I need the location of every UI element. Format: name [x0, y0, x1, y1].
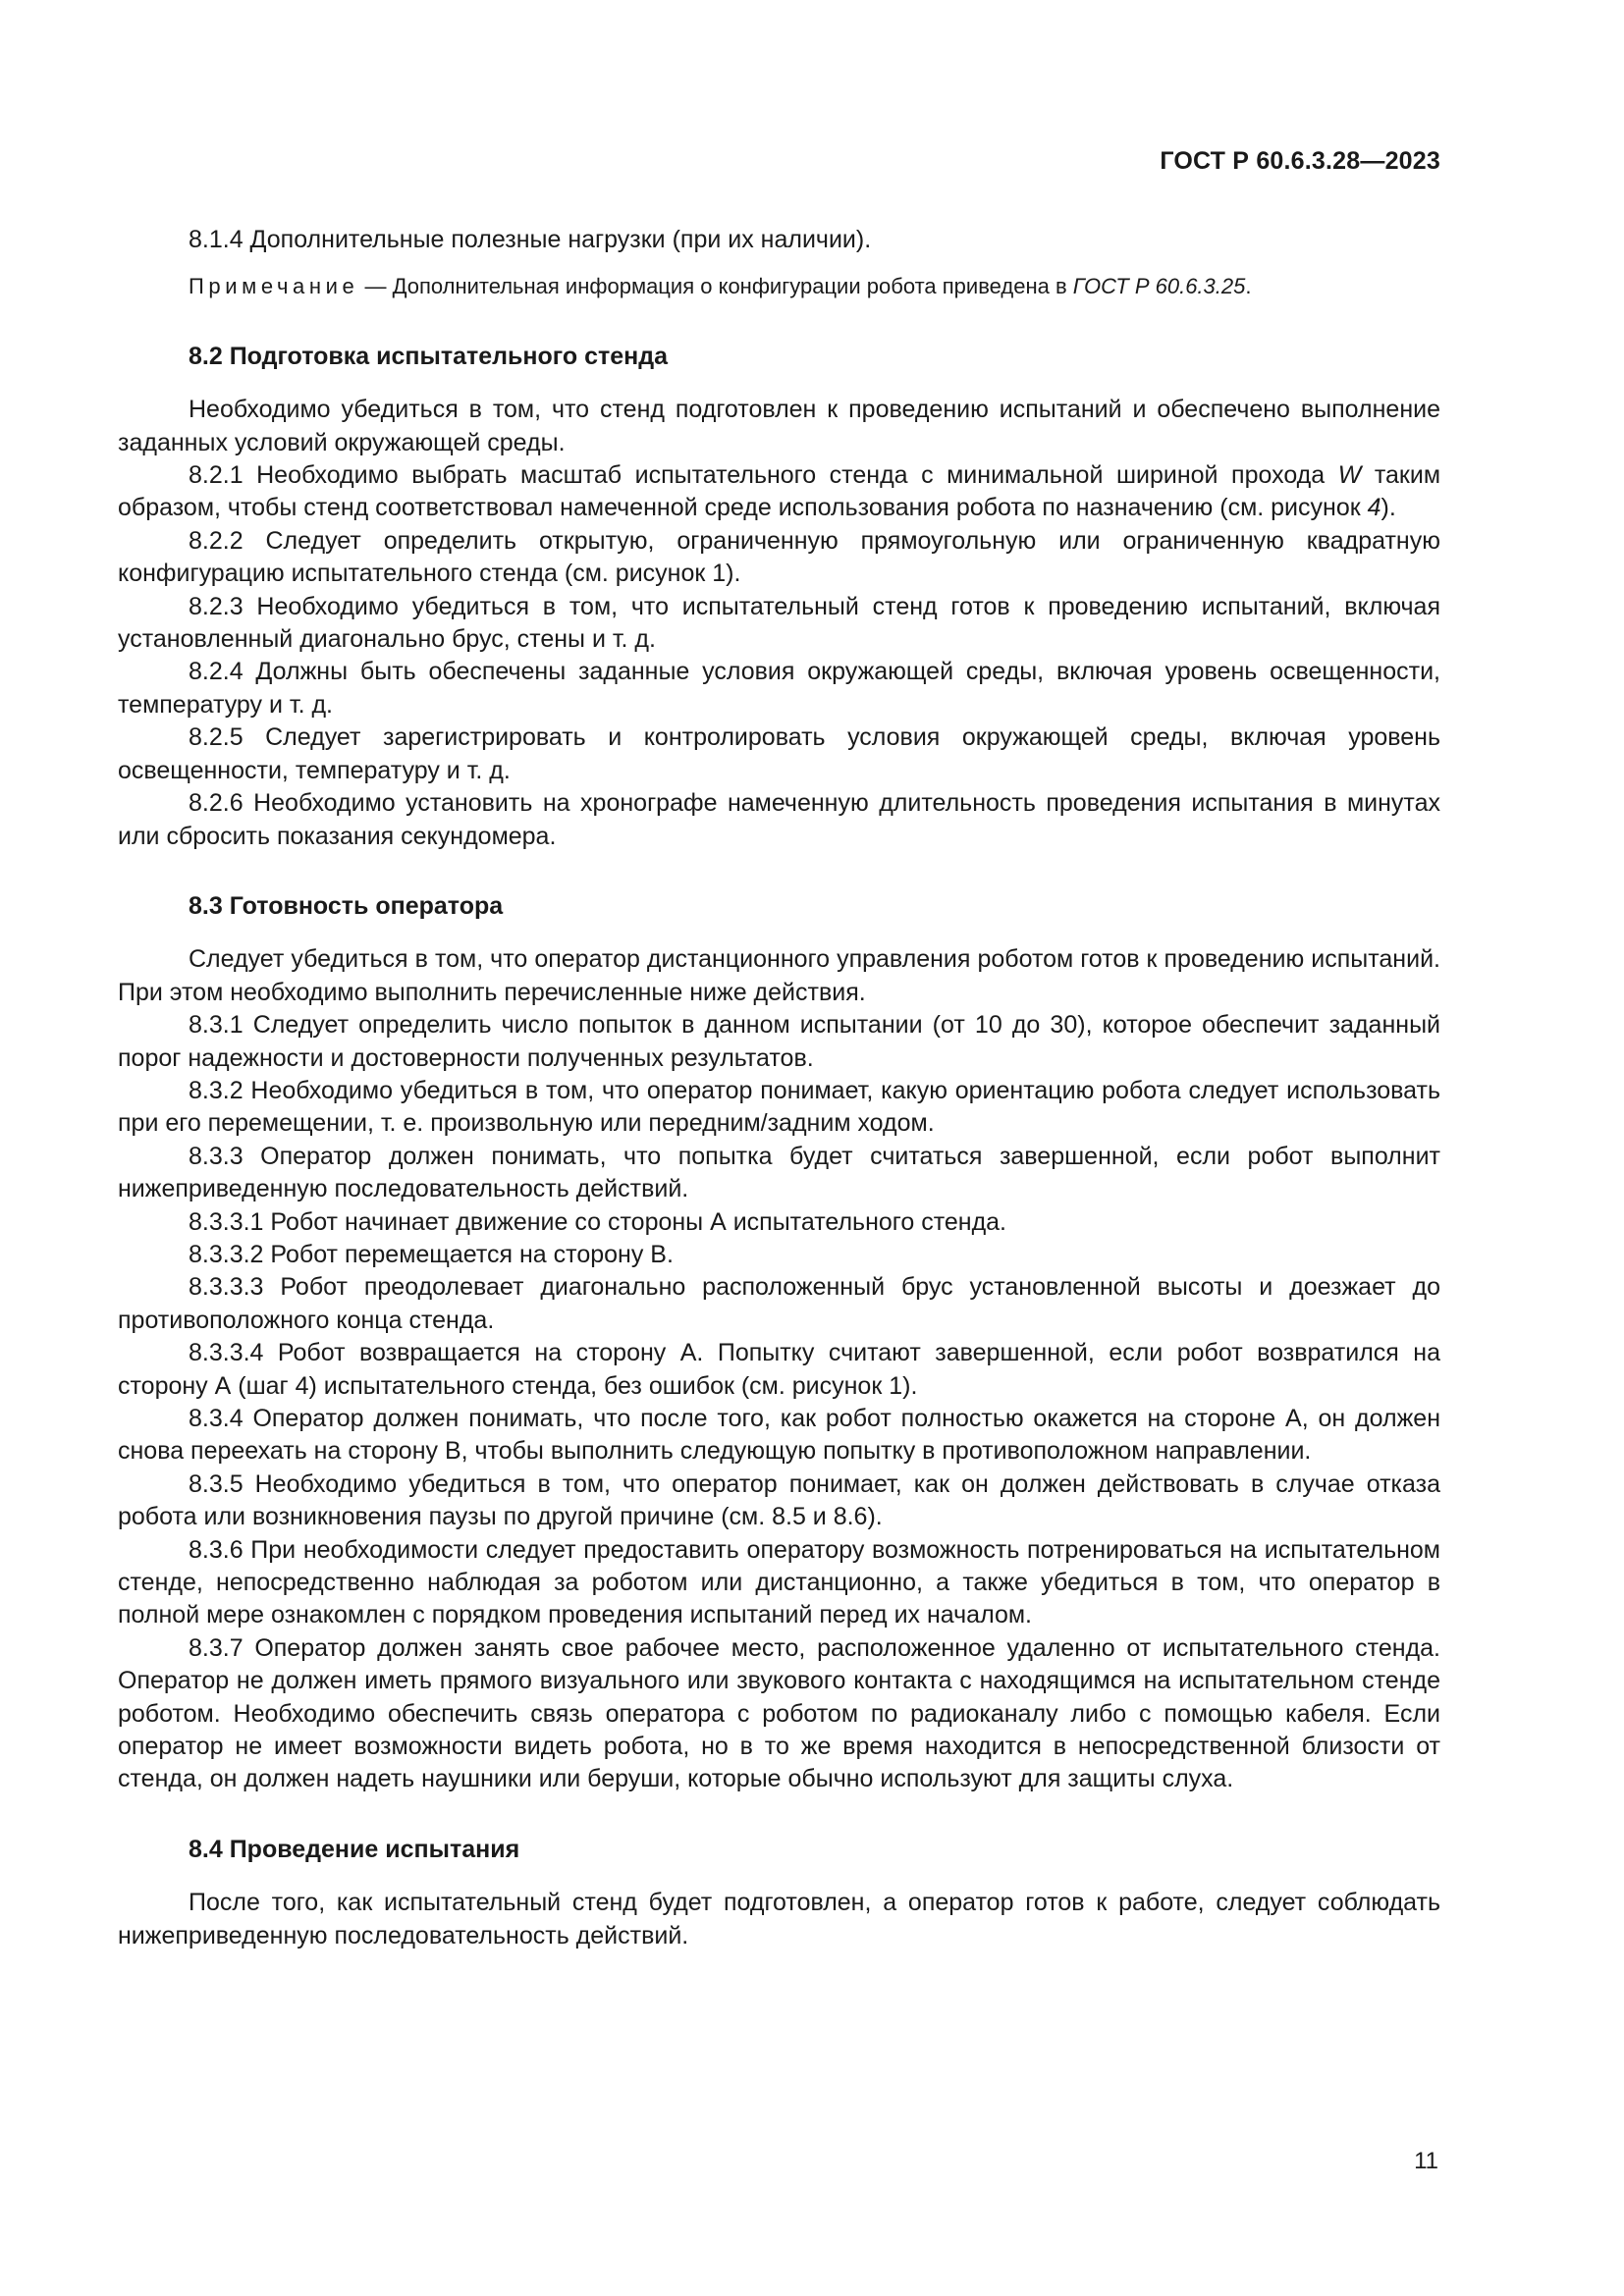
section-8-2-heading: 8.2 Подготовка испытательного стенда	[189, 342, 668, 370]
paragraph-8-2-1-end: ).	[1380, 494, 1396, 522]
paragraph-8-3-5: 8.3.5 Необходимо убедиться в том, что оператор понимает, как он должен действовать в случае отказа робота или возникновения паузы по другой причине (см. 8.5 и 8.6).	[118, 1469, 1440, 1531]
width-symbol: W	[1337, 461, 1362, 490]
paragraph-8-3-1: 8.3.1 Следует определить число попыток в данном испытании (от 10 до 30), которое обеспечит заданный порог надежности и достоверности полученных результатов.	[118, 1011, 1440, 1072]
note-text: — Дополнительная информация о конфигурации робота приведена в	[358, 274, 1073, 299]
paragraph-8-3-7: 8.3.7 Оператор должен занять свое рабочее место, расположенное удаленно от испытательного стенда. Оператор не должен иметь прямого визуального или звукового контакта с находящимся на испытательном стенде роботом. Необходимо обеспечить связь оператора с роботом по радиоканалу либо с помощью кабеля. Если оператор не имеет возможности видеть робота, но в то же время находится в непосредственной близости от стенда, он должен надеть наушники или беруши, которые обычно используют для защиты слуха.	[118, 1633, 1440, 1793]
paragraph-8-2-1	[118, 459, 1440, 525]
note-end: .	[1245, 274, 1252, 299]
paragraph-8-3-4: 8.3.4 Оператор должен понимать, что после того, как робот полностью окажется на стороне А, он должен снова переехать на сторону В, чтобы выполнить следующую попытку в противоположном направлении.	[118, 1405, 1440, 1466]
paragraph-8-2-4: 8.2.4 Должны быть обеспечены заданные условия окружающей среды, включая уровень освещенности, температуру и т. д.	[118, 658, 1440, 719]
paragraph-8-3-6: 8.3.6 При необходимости следует предоставить оператору возможность потренироваться на испытательном стенде, непосредственно наблюдая за роботом или дистанционно, а также убедиться в том, что оператор в полной мере ознакомлен с порядком проведения испытаний перед их началом.	[118, 1535, 1440, 1629]
paragraph-8-3-2: 8.3.2 Необходимо убедиться в том, что оператор понимает, какую ориентацию робота следует использовать при его перемещении, т. е. произвольную или передним/задним ходом.	[118, 1076, 1440, 1138]
paragraph-8-3-3-4: 8.3.3.4 Робот возвращается на сторону А. Попытку считают завершенной, если робот возвратился на сторону А (шаг 4) испытательного стенда, без ошибок (см. рисунок 1).	[118, 1339, 1440, 1400]
paragraph-8-3-3-3: 8.3.3.3 Робот преодолевает диагонально расположенный брус установленной высоты и доезжает до противоположного конца стенда.	[118, 1273, 1440, 1334]
paragraph-8-3-3-1: 8.3.3.1 Робот начинает движение со стороны А испытательного стенда.	[189, 1207, 1007, 1236]
paragraph-8-2-6: 8.2.6 Необходимо установить на хронографе намеченную длительность проведения испытания в минутах или сбросить показания секундомера.	[118, 789, 1440, 850]
paragraph-8-2-1-text-2: таким образом, чтобы стенд соответствовал намеченной среде использования робота по назначению (см. рисунок	[118, 461, 1441, 522]
figure-reference: 4	[1367, 494, 1381, 522]
section-8-3-intro: Следует убедиться в том, что оператор дистанционного управления роботом готов к проведению испытаний. При этом необходимо выполнить перечисленные ниже действия.	[118, 945, 1440, 1006]
section-8-4-intro: После того, как испытательный стенд будет подготовлен, а оператор готов к работе, следует соблюдать нижеприведенную последовательность действий.	[118, 1889, 1440, 1949]
section-8-3-heading: 8.3 Готовность оператора	[189, 891, 504, 920]
standard-designation: ГОСТ Р 60.6.3.28—2023	[1160, 147, 1440, 175]
paragraph-8-2-1-text: 8.2.1 Необходимо выбрать масштаб испытательного стенда с минимальной шириной прохода	[189, 461, 1338, 490]
paragraph-8-3-3-2: 8.3.3.2 Робот перемещается на сторону В.	[189, 1240, 674, 1268]
section-8-2-intro: Необходимо убедиться в том, что стенд подготовлен к проведению испытаний и обеспечено выполнение заданных условий окружающей среды.	[118, 396, 1440, 456]
page-content	[118, 224, 1440, 1952]
paragraph-8-1-4: 8.1.4 Дополнительные полезные нагрузки (при их наличии).	[189, 226, 872, 253]
note	[118, 270, 1440, 302]
paragraph-8-2-3: 8.2.3 Необходимо убедиться в том, что испытательный стенд готов к проведению испытаний, включая установленный диагонально брус, стены и т. д.	[118, 592, 1440, 654]
paragraph-8-2-5: 8.2.5 Следует зарегистрировать и контролировать условия окружающей среды, включая уровень освещенности, температуру и т. д.	[118, 723, 1440, 784]
note-reference: ГОСТ Р 60.6.3.25	[1072, 274, 1246, 299]
note-label: Примечание	[189, 274, 359, 299]
paragraph-8-2-2: 8.2.2 Следует определить открытую, ограниченную прямоугольную или ограниченную квадратную конфигурацию испытательного стенда (см. рисунок 1).	[118, 526, 1440, 588]
page-number: 11	[1414, 2148, 1438, 2174]
paragraph-8-3-3: 8.3.3 Оператор должен понимать, что попытка будет считаться завершенной, если робот выполнит нижеприведенную последовательность действий.	[118, 1142, 1440, 1203]
section-8-4-heading: 8.4 Проведение испытания	[189, 1835, 520, 1863]
